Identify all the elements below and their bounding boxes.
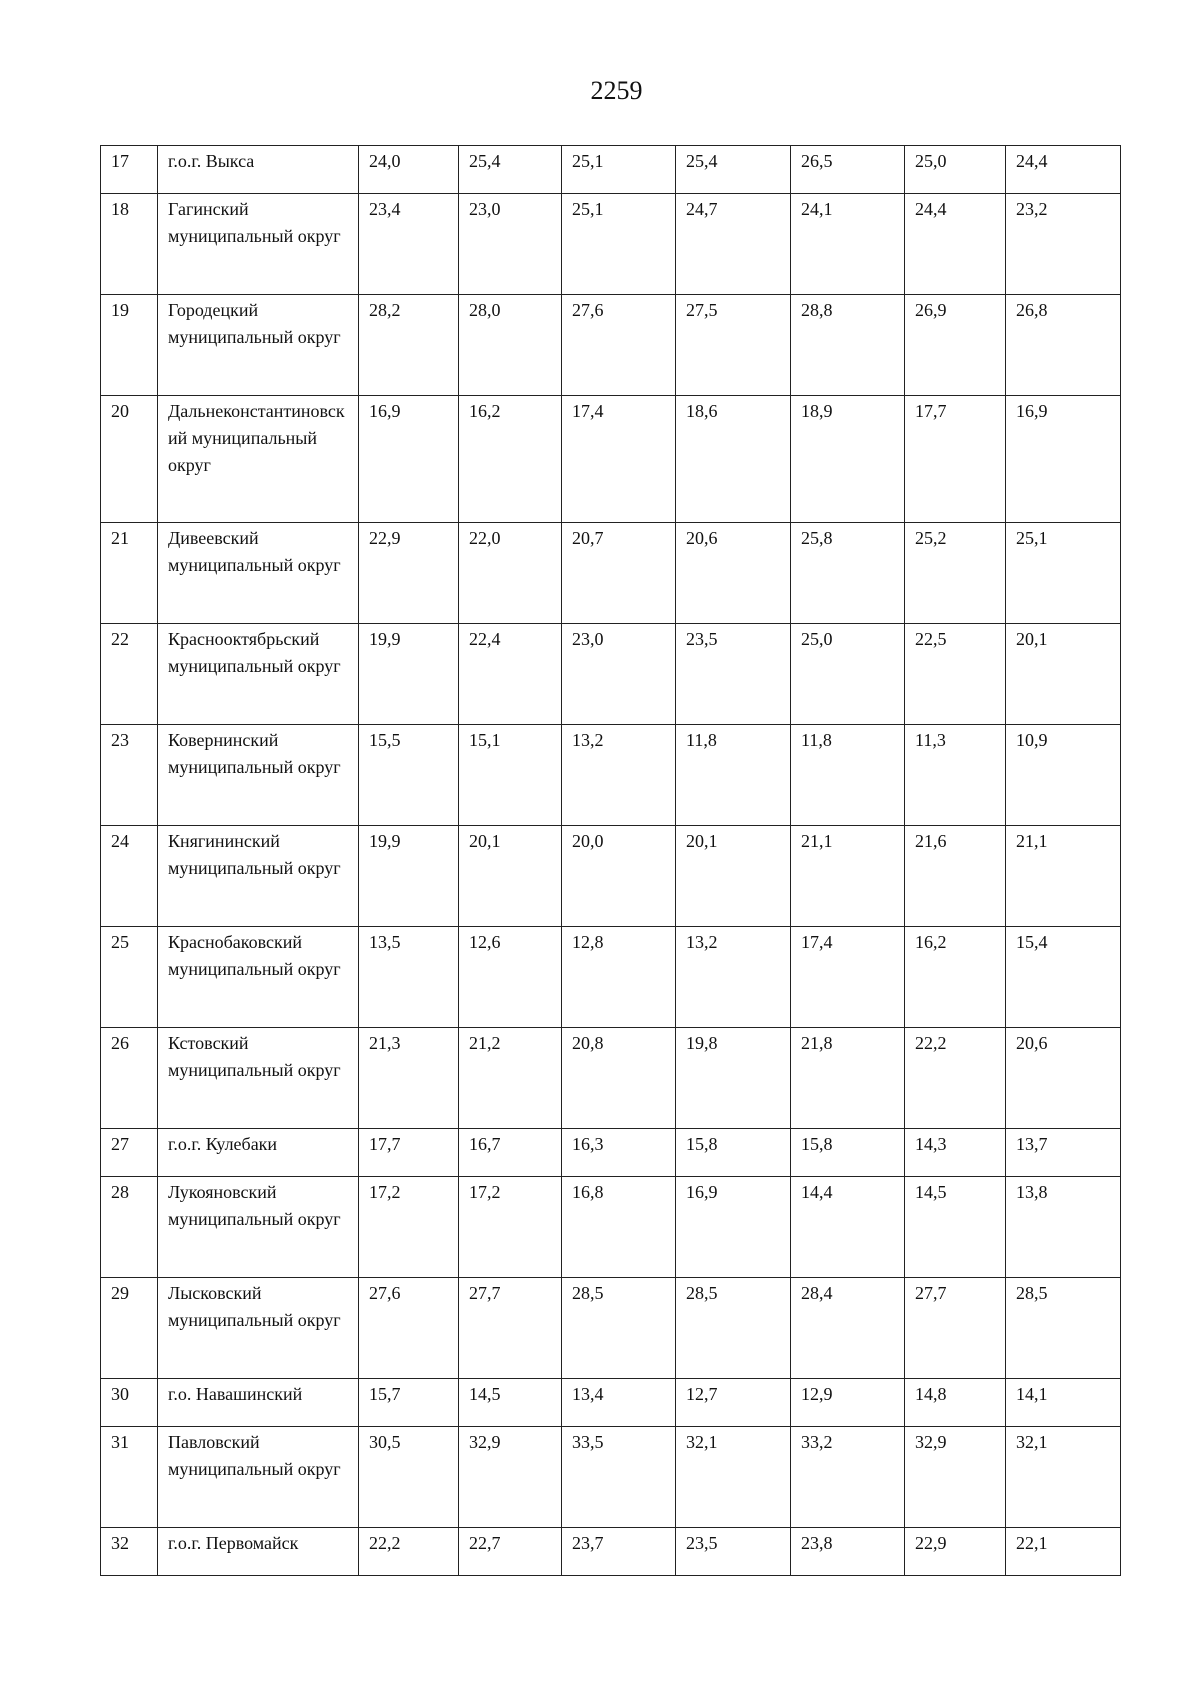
value-cell: 28,8 bbox=[791, 295, 905, 396]
value-cell: 14,8 bbox=[905, 1379, 1006, 1427]
value-cell: 19,9 bbox=[359, 624, 459, 725]
value-cell: 20,0 bbox=[562, 826, 676, 927]
row-number: 25 bbox=[101, 927, 158, 1028]
value-cell: 23,7 bbox=[562, 1528, 676, 1576]
row-number: 27 bbox=[101, 1129, 158, 1177]
district-name: Краснобаковский муниципальный округ bbox=[158, 927, 359, 1028]
value-cell: 15,7 bbox=[359, 1379, 459, 1427]
row-number: 24 bbox=[101, 826, 158, 927]
row-number: 23 bbox=[101, 725, 158, 826]
value-cell: 20,8 bbox=[562, 1028, 676, 1129]
value-cell: 15,8 bbox=[676, 1129, 791, 1177]
value-cell: 22,9 bbox=[359, 523, 459, 624]
district-name: г.о. Навашинский bbox=[158, 1379, 359, 1427]
value-cell: 32,1 bbox=[676, 1427, 791, 1528]
value-cell: 15,8 bbox=[791, 1129, 905, 1177]
row-number: 21 bbox=[101, 523, 158, 624]
value-cell: 23,2 bbox=[1006, 194, 1121, 295]
value-cell: 19,8 bbox=[676, 1028, 791, 1129]
row-number: 17 bbox=[101, 146, 158, 194]
district-name: г.о.г. Первомайск bbox=[158, 1528, 359, 1576]
value-cell: 30,5 bbox=[359, 1427, 459, 1528]
value-cell: 28,5 bbox=[676, 1278, 791, 1379]
row-number: 26 bbox=[101, 1028, 158, 1129]
district-name: г.о.г. Выкса bbox=[158, 146, 359, 194]
value-cell: 25,1 bbox=[1006, 523, 1121, 624]
value-cell: 14,3 bbox=[905, 1129, 1006, 1177]
value-cell: 28,0 bbox=[459, 295, 562, 396]
value-cell: 32,9 bbox=[905, 1427, 1006, 1528]
value-cell: 22,4 bbox=[459, 624, 562, 725]
row-number: 31 bbox=[101, 1427, 158, 1528]
table-row bbox=[101, 1427, 1121, 1528]
value-cell: 22,2 bbox=[359, 1528, 459, 1576]
row-number: 22 bbox=[101, 624, 158, 725]
row-number: 19 bbox=[101, 295, 158, 396]
value-cell: 23,5 bbox=[676, 1528, 791, 1576]
table-row bbox=[101, 396, 1121, 523]
table-row bbox=[101, 295, 1121, 396]
value-cell: 13,2 bbox=[562, 725, 676, 826]
page-number: 2259 bbox=[590, 76, 643, 105]
district-name: Городецкий муниципальный округ bbox=[158, 295, 359, 396]
row-number: 30 bbox=[101, 1379, 158, 1427]
value-cell: 14,1 bbox=[1006, 1379, 1121, 1427]
value-cell: 25,1 bbox=[562, 194, 676, 295]
value-cell: 13,5 bbox=[359, 927, 459, 1028]
value-cell: 16,3 bbox=[562, 1129, 676, 1177]
value-cell: 23,5 bbox=[676, 624, 791, 725]
value-cell: 24,4 bbox=[1006, 146, 1121, 194]
value-cell: 22,9 bbox=[905, 1528, 1006, 1576]
value-cell: 21,3 bbox=[359, 1028, 459, 1129]
row-number: 28 bbox=[101, 1177, 158, 1278]
table-row bbox=[101, 146, 1121, 194]
district-name: Лукояновский муниципальный округ bbox=[158, 1177, 359, 1278]
value-cell: 22,7 bbox=[459, 1528, 562, 1576]
value-cell: 20,1 bbox=[459, 826, 562, 927]
value-cell: 12,9 bbox=[791, 1379, 905, 1427]
value-cell: 26,5 bbox=[791, 146, 905, 194]
value-cell: 11,3 bbox=[905, 725, 1006, 826]
value-cell: 25,8 bbox=[791, 523, 905, 624]
value-cell: 26,8 bbox=[1006, 295, 1121, 396]
value-cell: 17,2 bbox=[459, 1177, 562, 1278]
value-cell: 24,0 bbox=[359, 146, 459, 194]
value-cell: 20,6 bbox=[676, 523, 791, 624]
value-cell: 23,4 bbox=[359, 194, 459, 295]
value-cell: 13,4 bbox=[562, 1379, 676, 1427]
value-cell: 21,6 bbox=[905, 826, 1006, 927]
table-row bbox=[101, 1129, 1121, 1177]
value-cell: 21,1 bbox=[1006, 826, 1121, 927]
table-row bbox=[101, 624, 1121, 725]
value-cell: 27,6 bbox=[359, 1278, 459, 1379]
value-cell: 21,1 bbox=[791, 826, 905, 927]
value-cell: 13,7 bbox=[1006, 1129, 1121, 1177]
value-cell: 27,7 bbox=[459, 1278, 562, 1379]
value-cell: 12,7 bbox=[676, 1379, 791, 1427]
value-cell: 17,4 bbox=[791, 927, 905, 1028]
value-cell: 22,0 bbox=[459, 523, 562, 624]
district-name: г.о.г. Кулебаки bbox=[158, 1129, 359, 1177]
value-cell: 16,7 bbox=[459, 1129, 562, 1177]
value-cell: 23,0 bbox=[459, 194, 562, 295]
table-row bbox=[101, 826, 1121, 927]
value-cell: 13,8 bbox=[1006, 1177, 1121, 1278]
district-name: Гагинский муниципальный округ bbox=[158, 194, 359, 295]
value-cell: 20,1 bbox=[676, 826, 791, 927]
value-cell: 27,5 bbox=[676, 295, 791, 396]
value-cell: 27,7 bbox=[905, 1278, 1006, 1379]
value-cell: 17,4 bbox=[562, 396, 676, 523]
district-name: Княгининский муниципальный округ bbox=[158, 826, 359, 927]
row-number: 18 bbox=[101, 194, 158, 295]
table-row bbox=[101, 1379, 1121, 1427]
value-cell: 28,5 bbox=[562, 1278, 676, 1379]
table-row bbox=[101, 927, 1121, 1028]
value-cell: 15,4 bbox=[1006, 927, 1121, 1028]
value-cell: 13,2 bbox=[676, 927, 791, 1028]
table-body bbox=[101, 146, 1121, 1576]
value-cell: 25,1 bbox=[562, 146, 676, 194]
value-cell: 33,5 bbox=[562, 1427, 676, 1528]
value-cell: 24,1 bbox=[791, 194, 905, 295]
value-cell: 32,1 bbox=[1006, 1427, 1121, 1528]
district-name: Лысковский муниципальный округ bbox=[158, 1278, 359, 1379]
value-cell: 16,9 bbox=[1006, 396, 1121, 523]
data-table bbox=[100, 145, 1121, 1576]
value-cell: 25,0 bbox=[905, 146, 1006, 194]
value-cell: 12,6 bbox=[459, 927, 562, 1028]
value-cell: 22,1 bbox=[1006, 1528, 1121, 1576]
value-cell: 20,1 bbox=[1006, 624, 1121, 725]
value-cell: 14,4 bbox=[791, 1177, 905, 1278]
value-cell: 16,9 bbox=[359, 396, 459, 523]
value-cell: 11,8 bbox=[676, 725, 791, 826]
value-cell: 11,8 bbox=[791, 725, 905, 826]
value-cell: 24,7 bbox=[676, 194, 791, 295]
value-cell: 33,2 bbox=[791, 1427, 905, 1528]
value-cell: 18,6 bbox=[676, 396, 791, 523]
table-row bbox=[101, 1278, 1121, 1379]
table-row bbox=[101, 523, 1121, 624]
value-cell: 19,9 bbox=[359, 826, 459, 927]
table-row bbox=[101, 725, 1121, 826]
value-cell: 16,9 bbox=[676, 1177, 791, 1278]
value-cell: 22,2 bbox=[905, 1028, 1006, 1129]
row-number: 20 bbox=[101, 396, 158, 523]
district-name: Павловский муниципальный округ bbox=[158, 1427, 359, 1528]
value-cell: 17,7 bbox=[905, 396, 1006, 523]
value-cell: 16,2 bbox=[459, 396, 562, 523]
value-cell: 21,2 bbox=[459, 1028, 562, 1129]
district-name: Кстовский муниципальный округ bbox=[158, 1028, 359, 1129]
value-cell: 28,5 bbox=[1006, 1278, 1121, 1379]
value-cell: 10,9 bbox=[1006, 725, 1121, 826]
row-number: 29 bbox=[101, 1278, 158, 1379]
value-cell: 15,1 bbox=[459, 725, 562, 826]
value-cell: 25,4 bbox=[459, 146, 562, 194]
value-cell: 14,5 bbox=[459, 1379, 562, 1427]
table-row bbox=[101, 1528, 1121, 1576]
value-cell: 25,2 bbox=[905, 523, 1006, 624]
value-cell: 21,8 bbox=[791, 1028, 905, 1129]
value-cell: 18,9 bbox=[791, 396, 905, 523]
value-cell: 20,6 bbox=[1006, 1028, 1121, 1129]
table-row bbox=[101, 1177, 1121, 1278]
district-name: Ковернинский муниципальный округ bbox=[158, 725, 359, 826]
value-cell: 28,2 bbox=[359, 295, 459, 396]
value-cell: 16,8 bbox=[562, 1177, 676, 1278]
value-cell: 20,7 bbox=[562, 523, 676, 624]
value-cell: 23,8 bbox=[791, 1528, 905, 1576]
value-cell: 25,0 bbox=[791, 624, 905, 725]
value-cell: 23,0 bbox=[562, 624, 676, 725]
value-cell: 25,4 bbox=[676, 146, 791, 194]
district-name: Дивеевский муниципальный округ bbox=[158, 523, 359, 624]
value-cell: 22,5 bbox=[905, 624, 1006, 725]
row-number: 32 bbox=[101, 1528, 158, 1576]
value-cell: 28,4 bbox=[791, 1278, 905, 1379]
value-cell: 17,7 bbox=[359, 1129, 459, 1177]
table-row bbox=[101, 1028, 1121, 1129]
value-cell: 14,5 bbox=[905, 1177, 1006, 1278]
district-name: Краснооктябрьский муниципальный округ bbox=[158, 624, 359, 725]
value-cell: 17,2 bbox=[359, 1177, 459, 1278]
district-name: Дальнеконстантиновский муниципальный округ bbox=[158, 396, 359, 523]
value-cell: 16,2 bbox=[905, 927, 1006, 1028]
value-cell: 24,4 bbox=[905, 194, 1006, 295]
value-cell: 15,5 bbox=[359, 725, 459, 826]
value-cell: 12,8 bbox=[562, 927, 676, 1028]
table-row bbox=[101, 194, 1121, 295]
value-cell: 32,9 bbox=[459, 1427, 562, 1528]
value-cell: 26,9 bbox=[905, 295, 1006, 396]
value-cell: 27,6 bbox=[562, 295, 676, 396]
